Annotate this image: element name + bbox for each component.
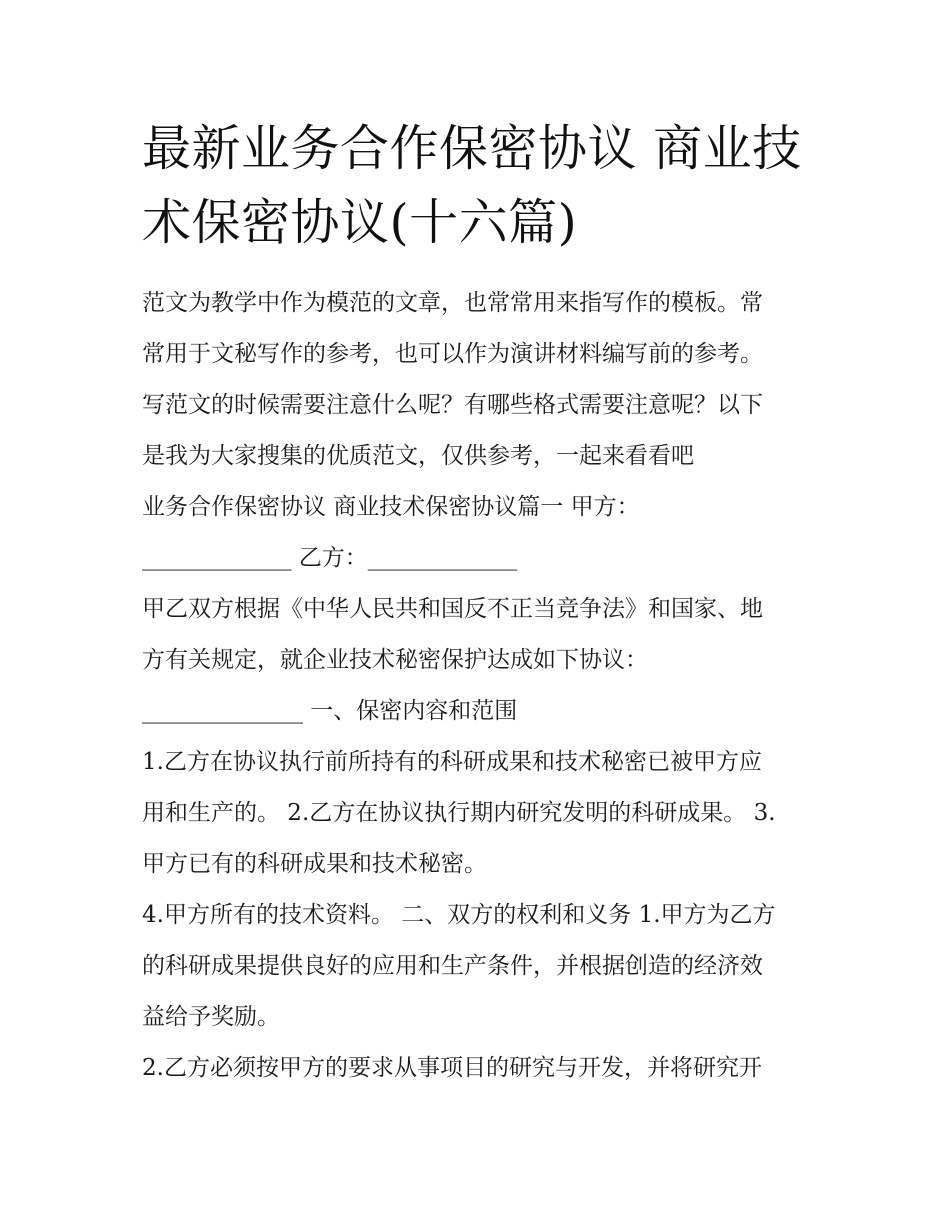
signature-blanks-line: _____________ 乙方：_____________ — [142, 545, 518, 571]
body-line: 的科研成果提供良好的应用和生产条件，并根据创造的经济效 — [142, 953, 763, 979]
body-line: 业务合作保密协议 商业技术保密协议篇一 甲方： — [142, 494, 640, 520]
title-line: 最新业务合作保密协议 商业技 — [142, 120, 802, 177]
document-body — [142, 278, 814, 1094]
document-content — [142, 112, 814, 1094]
section-heading-line: ______________ 一、保密内容和范围 — [142, 698, 518, 724]
body-line: 甲乙双方根据《中华人民共和国反不正当竞争法》和国家、地 — [142, 596, 763, 622]
body-line: 1.乙方在协议执行前所持有的科研成果和技术秘密已被甲方应 — [142, 749, 762, 775]
body-line: 益给予奖励。 — [142, 1004, 280, 1030]
body-line: 甲方已有的科研成果和技术秘密。 — [142, 851, 487, 877]
body-line: 2.乙方必须按甲方的要求从事项目的研究与开发，并将研究开 — [142, 1055, 762, 1081]
body-line: 4.甲方所有的技术资料。 二、双方的权利和义务 1.甲方为乙方 — [142, 902, 776, 928]
body-line: 范文为教学中作为模范的文章，也常常用来指写作的模板。常 — [142, 290, 763, 316]
body-line: 常用于文秘写作的参考，也可以作为演讲材料编写前的参考。 — [142, 341, 763, 367]
document-title — [142, 112, 814, 260]
title-line: 术保密协议(十六篇) — [142, 194, 578, 251]
body-line: 是我为大家搜集的优质范文，仅供参考，一起来看看吧 — [142, 443, 694, 469]
body-line: 方有关规定，就企业技术秘密保护达成如下协议： — [142, 647, 648, 673]
body-line: 用和生产的。 2.乙方在协议执行期内研究发明的科研成果。 3. — [142, 800, 776, 826]
body-line: 写范文的时候需要注意什么呢？有哪些格式需要注意呢？以下 — [142, 392, 763, 418]
